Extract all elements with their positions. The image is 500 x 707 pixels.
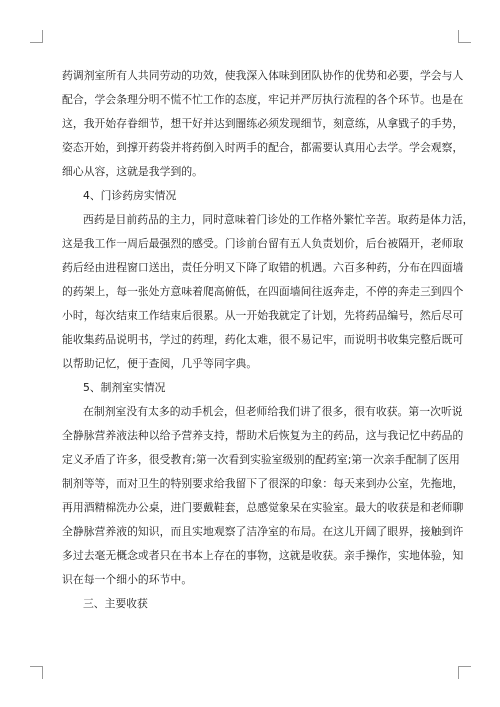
text-line: 全静脉营养液的知识，而且实地观察了洁净室的布局。在这儿开阔了眼界，接触到许 (62, 525, 464, 538)
document-body (62, 64, 474, 616)
text-line: 的药架上，每一张处方意味着爬高俯低，在四面墙间往返奔走，不停的奔走三到四个 (62, 285, 464, 298)
text-line: 以帮助记忆，便于查阅，几乎等同字典。 (62, 357, 258, 370)
text-line: 细心从容，这就是我学到的。 (62, 165, 204, 178)
text-line: 姿态开始，到撑开药袋并将药倒入时两手的配合，都需要认真用心去学。学会观察， (62, 141, 464, 154)
text-line: 小时，每次结束工作结束后很累。从一开始我就定了计划，先将药品编号，然后尽可 (62, 309, 464, 322)
text-line: 在制剂室没有太多的动手机会，但老师给我们讲了很多，很有收获。第一次听说 (83, 405, 463, 418)
section-heading-preparation-room: 5、制剂室实情况 (83, 381, 166, 394)
text-line: 定义矛盾了许多，很受教育;第一次看到实验室级别的配药室;第一次亲手配制了医用 (62, 453, 460, 466)
text-line: 药后经由进程窗口送出，责任分明又下降了取错的机遇。六百多种药，分布在四面墙 (62, 261, 464, 274)
text-line: 这是我工作一周后最强烈的感受。门诊前台留有五人负责划价，后台被隔开，老师取 (62, 237, 464, 250)
section-heading-main-gains: 三、主要收获 (83, 597, 148, 610)
text-line: 全静脉营养液法种以给予营养支持，帮助术后恢复为主的药品，这与我记忆中药品的 (62, 429, 464, 442)
section-heading-outpatient-pharmacy: 4、门诊药房实情况 (83, 189, 177, 202)
text-line: 配合，学会条理分明不慌不忙工作的态度，牢记并严厉执行流程的各个环节。也是在 (62, 93, 464, 106)
top-right-crop-mark (458, 30, 471, 43)
paragraph-outpatient-pharmacy (62, 208, 474, 376)
text-line: 能收集药品说明书，学过的药理，药化太难，很不易记牢，而说明书收集完整后既可 (62, 333, 464, 346)
bottom-right-crop-mark (458, 666, 471, 679)
text-line: 再用酒精棉洗办公桌，进门要戴鞋套，总感觉象呆在实验室。最大的收获是和老师聊 (62, 501, 464, 514)
bottom-left-crop-mark (30, 666, 43, 679)
text-line: 多过去毫无概念或者只在书本上存在的事物，这就是收获。亲手操作，实地体验，知 (62, 549, 464, 562)
text-line: 这，我开始存眷细节，想干好并达到闇练必须发现细节，刻意练，从拿戥子的手势， (62, 117, 464, 130)
text-line: 制剂等等，而对卫生的特别要求给我留下了很深的印象：每天来到办公室，先拖地， (62, 477, 464, 490)
paragraph-continuation (62, 64, 464, 184)
text-line: 识在每一个细小的环节中。 (62, 573, 193, 586)
text-line: 药调剂室所有人共同劳动的功效，使我深入体味到团队协作的优势和必要，学会与人 (62, 69, 464, 82)
paragraph-preparation-room (62, 400, 464, 592)
top-left-crop-mark (30, 30, 43, 43)
text-line: 西药是目前药品的主力，同时意味着门诊处的工作格外繁忙辛苦。取药是体力活， (83, 213, 474, 226)
